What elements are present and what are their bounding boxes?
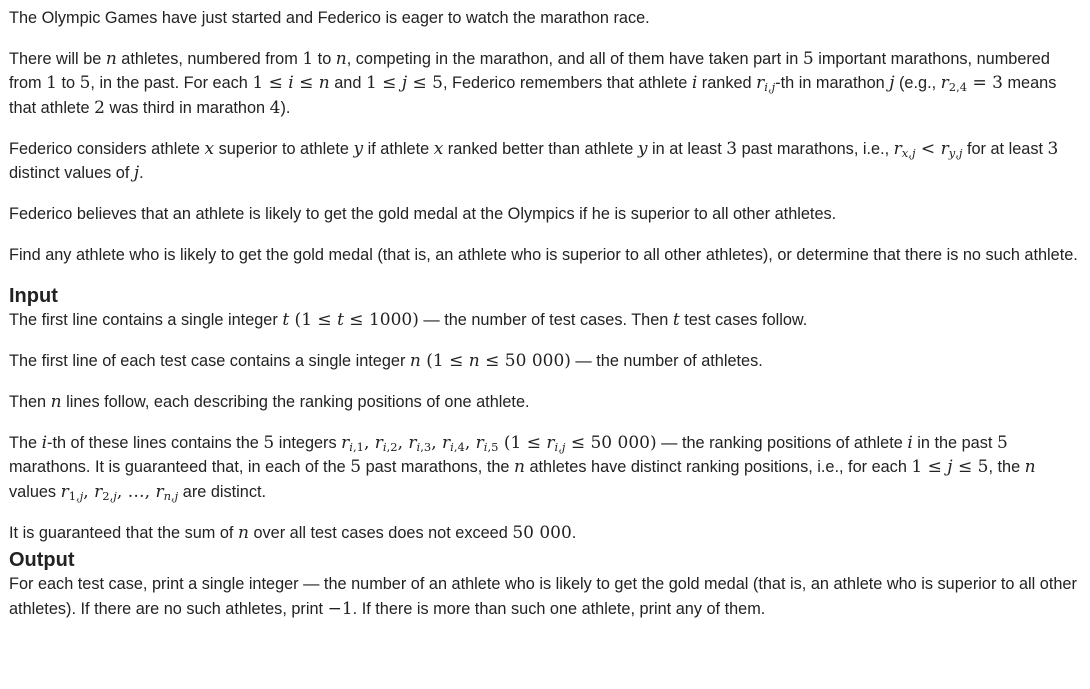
input-n-paragraph bbox=[9, 349, 1084, 374]
superior-paragraph bbox=[9, 137, 1084, 186]
text: Then bbox=[9, 392, 51, 411]
math: $r_{1,j}$, $r_{2,j}$, …, $r_{n,j}$ bbox=[60, 481, 179, 503]
text: marathons. It is guaranteed that, in each of the bbox=[9, 458, 351, 477]
text: Find any athlete who is likely to get the gold medal (that is, an athlete who is superior to all other athletes), or determine that there is no such athlete. bbox=[9, 246, 1078, 265]
text: past marathons, i.e., bbox=[737, 139, 894, 158]
math: i bbox=[41, 432, 48, 453]
math: $r_{i,j}$ bbox=[756, 73, 776, 95]
text: in at least bbox=[647, 139, 727, 158]
text: for at least bbox=[962, 139, 1048, 158]
text: , competing in the marathon, and all of them have taken part in bbox=[346, 49, 803, 68]
gold-medal-paragraph bbox=[9, 202, 1084, 227]
text: in the past bbox=[912, 433, 997, 452]
math: y bbox=[353, 138, 364, 159]
math: j bbox=[133, 163, 140, 184]
input-heading: Input bbox=[9, 284, 58, 307]
input-rankings-paragraph bbox=[9, 431, 1084, 505]
text: Federico considers athlete bbox=[9, 139, 205, 158]
text: -th in marathon bbox=[775, 74, 890, 93]
text: For each test case, print a single integer — the number of an athlete who is likely to get the gold medal (that is, an athlete who is superior to all other athletes). If there are no such athletes, print bbox=[9, 575, 1077, 618]
math: 1 ≤ i ≤ n bbox=[252, 73, 330, 94]
math: 1 bbox=[302, 48, 314, 69]
input-sum-paragraph bbox=[9, 521, 1084, 546]
text: integers bbox=[274, 433, 342, 452]
math: 1 bbox=[46, 73, 57, 94]
text: There will be bbox=[9, 49, 106, 68]
math: 1 ≤ j ≤ 5 bbox=[365, 73, 443, 94]
input-t-paragraph bbox=[9, 308, 1084, 333]
math: i bbox=[691, 73, 698, 94]
text: . If there is more than such one athlete, print any of them. bbox=[352, 599, 766, 618]
math: n bbox=[50, 391, 62, 412]
text: . bbox=[139, 164, 144, 183]
text: (e.g., bbox=[894, 74, 941, 93]
math: 1 ≤ j ≤ 5 bbox=[911, 457, 989, 478]
text: test cases follow. bbox=[679, 310, 808, 329]
math: 4 bbox=[269, 97, 281, 118]
math: n bbox=[514, 457, 525, 478]
math: t bbox=[282, 309, 290, 330]
math: 5 bbox=[79, 73, 91, 94]
math: (1 ≤ t ≤ 1000) bbox=[289, 309, 419, 330]
text: The first line of each test case contains a single integer bbox=[9, 351, 410, 370]
task-paragraph bbox=[9, 243, 1084, 268]
math: 5 bbox=[802, 48, 814, 69]
math: $r_{x,j} < r_{y,j}$ bbox=[893, 138, 963, 160]
text: ranked bbox=[697, 74, 757, 93]
text: . bbox=[571, 523, 577, 542]
math: t bbox=[672, 309, 680, 330]
text: past marathons, the bbox=[361, 458, 514, 477]
text: if athlete bbox=[363, 139, 434, 158]
text: was third in marathon bbox=[104, 98, 270, 117]
text: over all test cases does not exceed bbox=[248, 523, 513, 542]
text: athletes, numbered from bbox=[116, 49, 303, 68]
math: j bbox=[889, 73, 895, 94]
math: 2 bbox=[94, 97, 105, 118]
text: distinct values of bbox=[9, 164, 134, 183]
math: n bbox=[409, 350, 421, 371]
text: — the number of test cases. Then bbox=[418, 310, 673, 329]
math: n bbox=[335, 48, 347, 69]
text: important marathons, numbered from bbox=[9, 49, 1050, 93]
text: ranked better than athlete bbox=[443, 139, 638, 158]
math: 5 bbox=[996, 432, 1008, 453]
intro-paragraph bbox=[9, 6, 1084, 31]
math: (1 ≤ n ≤ 50 000) bbox=[420, 350, 571, 371]
text: -th of these lines contains the bbox=[47, 433, 264, 452]
text: values bbox=[9, 482, 61, 501]
math: i bbox=[907, 432, 913, 453]
math: 3 bbox=[1047, 138, 1059, 159]
math: n bbox=[237, 522, 249, 543]
text: , the bbox=[988, 458, 1025, 477]
text: to bbox=[313, 49, 336, 68]
text: and bbox=[329, 74, 366, 93]
math: y bbox=[637, 138, 648, 159]
text: athletes have distinct ranking positions, i.e., for each bbox=[524, 458, 912, 477]
intro-text: The Olympic Games have just started and Federico is eager to watch the marathon race. bbox=[9, 9, 650, 27]
text: It is guaranteed that the sum of bbox=[9, 523, 238, 542]
output-paragraph bbox=[9, 572, 1084, 621]
text: ). bbox=[280, 98, 291, 117]
math: n bbox=[105, 48, 117, 69]
text: are distinct. bbox=[178, 482, 267, 501]
text: superior to athlete bbox=[214, 139, 354, 158]
text: , in the past. For each bbox=[90, 74, 253, 93]
math: n bbox=[1024, 457, 1036, 478]
text: lines follow, each describing the ranking positions of one athlete. bbox=[61, 392, 530, 411]
text: The first line contains a single integer bbox=[9, 310, 283, 329]
text: to bbox=[56, 74, 80, 93]
text: — the number of athletes. bbox=[570, 351, 763, 370]
math: 5 bbox=[263, 432, 275, 453]
math: 50 000 bbox=[512, 522, 572, 543]
text: , Federico remembers that athlete bbox=[442, 74, 692, 93]
math: $r_{i,1}$, $r_{i,2}$, $r_{i,3}$, $r_{i,4}$, $r_{i,5}$ ($1 \le r_{i,j} \le 50$ 000) bbox=[341, 432, 657, 454]
math: x bbox=[204, 138, 215, 159]
math: x bbox=[433, 138, 444, 159]
math: $r_{2,4} = 3$ bbox=[940, 73, 1003, 95]
math: −1 bbox=[327, 598, 353, 619]
text: The bbox=[9, 433, 42, 452]
athletes-paragraph bbox=[9, 47, 1084, 121]
input-lines-paragraph bbox=[9, 390, 1084, 415]
text: — the ranking positions of athlete bbox=[656, 433, 908, 452]
text: means that athlete bbox=[9, 74, 1057, 117]
text: Federico believes that an athlete is likely to get the gold medal at the Olympics if he is superior to all other athletes. bbox=[9, 205, 837, 224]
math: 5 bbox=[350, 457, 362, 478]
math: 3 bbox=[726, 138, 738, 159]
output-heading: Output bbox=[9, 549, 75, 572]
